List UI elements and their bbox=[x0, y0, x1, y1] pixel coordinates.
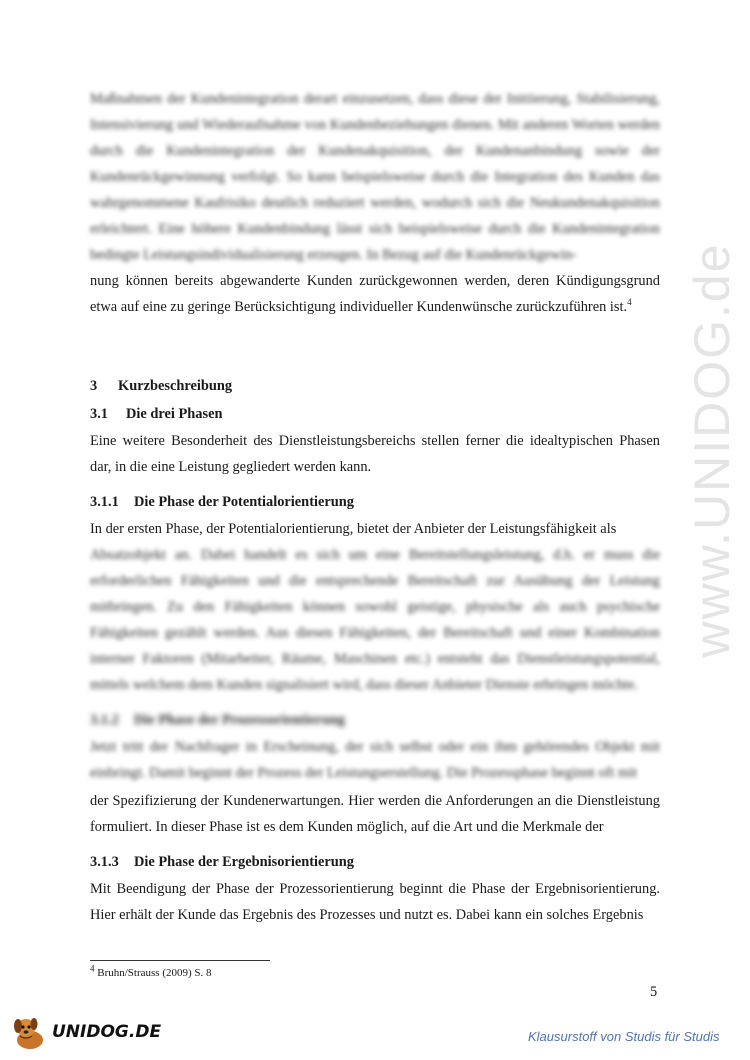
paragraph-3-1-1-visible: In der ersten Phase, der Potentialorientierung, bietet der Anbieter der Leistungsfähigkeit als bbox=[90, 521, 617, 537]
paragraph-top-text: nung können bereits abgewanderte Kunden zurückgewonnen werden, deren Kündigungsgrund etwa auf eine zu geringe Berücksichtigung individueller Kundenwünsche zurückzuführen ist. bbox=[90, 273, 660, 315]
paragraph-3-1-1-blurred: Absatzobjekt an. Dabei handelt es sich um eine Bereitstellungsleistung, d.h. er muss die erforderlichen Fähigkeiten und die entsprechende Bereitschaft zur Ausübung der Leistung mitbringen. Zu den Fähigkeiten können sowohl geistige, physische als auch psychische Fähigkeiten gezählt werden. Aus diesen Fähigkeiten, der Bereitschaft und einer Kombination interner Faktoren (Mitarbeiter, Räume, Maschinen etc.) entsteht das Dienstleistungspotential, mittels welchem dem Kunden signalisiert wird, dass dieser Anbieter Dienste erbringen möchte. bbox=[90, 547, 660, 693]
paragraph-3-1-2-blurred: Jetzt tritt der Nachfrager in Erscheinung, der sich selbst oder ein ihm gehörendes Objekt mit einbringt. Damit beginnt der Prozess der Leistungserstellung. Die Prozessphase beginnt oft mit bbox=[90, 739, 660, 781]
heading-title: Die drei Phasen bbox=[126, 406, 223, 422]
watermark: www.UNIDOG.de bbox=[684, 242, 740, 658]
heading-section-3-1-3 bbox=[90, 852, 354, 872]
heading-number: 3.1 bbox=[90, 406, 108, 422]
footnote-number: 4 bbox=[90, 963, 95, 974]
footnote-text: Bruhn/Strauss (2009) S. 8 bbox=[97, 967, 212, 979]
paragraph-top-visible bbox=[90, 268, 660, 320]
paragraph-3-1: Eine weitere Besonderheit des Dienstleistungsbereichs stellen ferner die idealtypischen Phasen dar, in die eine Leistung gegliedert werden kann. bbox=[90, 433, 660, 475]
footnote bbox=[90, 963, 212, 980]
heading-number: 3.1.1 bbox=[90, 494, 119, 510]
heading-section-3-1-1 bbox=[90, 492, 354, 512]
heading-section-3-1 bbox=[90, 404, 222, 424]
footnote-rule bbox=[90, 960, 270, 961]
heading-section-3 bbox=[90, 376, 232, 396]
heading-number: 3 bbox=[90, 378, 98, 394]
dog-icon bbox=[10, 1014, 50, 1052]
paragraph-3-1-3: Mit Beendigung der Phase der Prozessorientierung beginnt die Phase der Ergebnisorientierung. Hier erhält der Kunde das Ergebnis des Prozesses und nutzt es. Dabei kann ein solches Ergebnis bbox=[90, 881, 660, 923]
heading-title: Die Phase der Potentialorientierung bbox=[134, 494, 354, 510]
heading-section-3-1-2 bbox=[90, 710, 345, 730]
page-number: 5 bbox=[650, 984, 658, 1000]
logo-text: UNIDOG.DE bbox=[52, 1022, 162, 1042]
heading-title: Die Phase der Ergebnisorientierung bbox=[134, 854, 354, 870]
heading-number: 3.1.2 bbox=[90, 712, 119, 728]
heading-number: 3.1.3 bbox=[90, 854, 119, 870]
paragraph-3-1-2-visible: der Spezifizierung der Kundenerwartungen. Hier werden die Anforderungen an die Dienstleistung formuliert. In dieser Phase ist es dem Kunden möglich, auf die Art und die Merkmale der bbox=[90, 793, 660, 835]
heading-title: Die Phase der Prozessorientierung bbox=[134, 712, 345, 728]
unidog-logo bbox=[10, 1014, 160, 1052]
paragraph-top-blurred: Maßnahmen der Kundenintegration derart einzusetzen, dass diese der Initiierung, Stabilisierung, Intensivierung und Wiederaufnahme von Kundenbeziehungen dienen. Mit anderen Worten werden durch die Kundenintegration der Kundenakquisition, der Kundenanbindung sowie der Kundenrückgewinnung verfolgt. So kann beispielsweise durch die Integration des Kunden das wahrgenommene Kaufrisiko deutlich reduziert werden, wodurch sich die Neukundenakquisition erleichtert. Eine höhere Kundenbindung lässt sich beispielsweise durch die Kundenintegration bedingte Leistungsindividualisierung erzeugen. In Bezug auf die Kundenrückgewin- bbox=[90, 91, 660, 263]
footer-slogan: Klausurstoff von Studis für Studis bbox=[528, 1029, 720, 1044]
footnote-reference: 4 bbox=[627, 297, 632, 308]
heading-title: Kurzbeschreibung bbox=[118, 378, 233, 394]
